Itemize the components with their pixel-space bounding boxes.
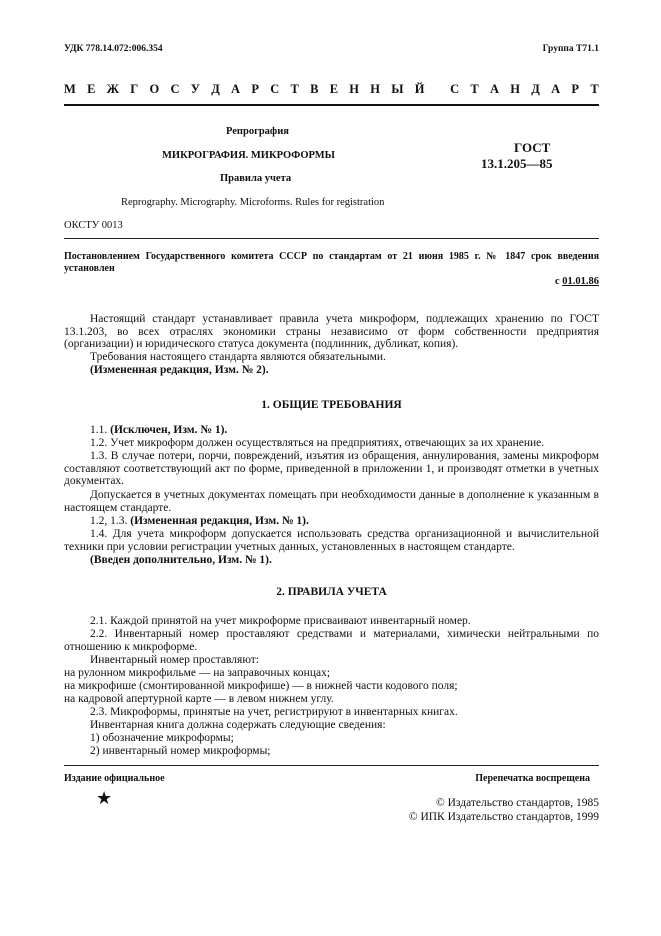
item-1-1 — [90, 424, 227, 437]
inventory-aperture-card: на кадровой апертурной карте — в левом нижнем углу. — [64, 693, 334, 705]
banner-letter: В — [310, 82, 319, 96]
inventory-roll-film: на рулонном микрофильме — на заправочных концах; — [64, 667, 331, 679]
header-rule — [64, 104, 599, 106]
standard-type-banner — [64, 82, 599, 97]
item-1-2: 1.2. Учет микроформ должен осуществляться на предприятиях, отвечающих за их хранение. — [90, 437, 545, 449]
banner-letter: Н — [510, 82, 521, 96]
intro-mandatory: Требования настоящего стандарта являются обязательными. — [90, 351, 386, 363]
banner-letter: Ы — [391, 82, 404, 96]
item-1-1-note: (Исключен, Изм. № 1). — [110, 424, 228, 436]
banner-letter: Д — [531, 82, 540, 96]
banner-letter: Г — [130, 82, 139, 96]
book-field-2: 2) инвентарный номер микроформы; — [90, 745, 271, 757]
item-1-3-note: Допускается в учетных документах помещать при необходимости данные в дополнение к указанным в настоящем стандарте. — [64, 489, 599, 514]
banner-letter: А — [490, 82, 500, 96]
item-1-4: 1.4. Для учета микроформ допускается использовать средства организационной и вычислительной техники при условии регистрации учетных данных, установленных в настоящем стандарте. — [64, 528, 599, 553]
okstu-code: ОКСТУ 0013 — [64, 220, 123, 231]
banner-letter: С — [450, 82, 460, 96]
english-title: Reprography. Micrography. Microforms. Rules for registration — [121, 197, 385, 208]
gost-label: ГОСТ — [514, 140, 551, 155]
decree-text: Постановлением Государственного комитета СССР по стандартам от 21 июня 1985 г. № 1847 срок введения установлен — [64, 251, 599, 274]
banner-letter: С — [170, 82, 180, 96]
effective-date-prefix: с — [554, 276, 560, 287]
banner-letter: Е — [87, 82, 96, 96]
title-rule — [64, 238, 599, 239]
banner-letter: С — [270, 82, 280, 96]
banner-letter: Т — [290, 82, 299, 96]
banner-letter: Е — [329, 82, 339, 96]
intro-amendment: (Измененная редакция, Изм. № 2). — [90, 364, 269, 376]
banner-letter: А — [551, 82, 561, 96]
banner-letter: Р — [571, 82, 580, 96]
star-icon: ★ — [96, 788, 113, 808]
document-subtitle: Правила учета — [220, 173, 292, 184]
banner-letter: Р — [251, 82, 259, 96]
banner-letter: Т — [470, 82, 479, 96]
banner-letter: Н — [349, 82, 360, 96]
banner-letter: Ж — [106, 82, 120, 96]
intro-paragraph: Настоящий стандарт устанавливает правила учета микроформ, подлежащих хранению по ГОСТ 13.1.203, во всех отраслях экономики страны независимо от форм собственности предприятия (организации) и юридического статуса документа (подлинник, дубликат, копия). — [64, 313, 599, 351]
banner-letter: Д — [211, 82, 220, 96]
udk-code: УДК 778.14.072:006.354 — [64, 44, 163, 54]
item-1-4-amend: (Введен дополнительно, Изм. № 1). — [90, 554, 272, 566]
item-2-2: 2.2. Инвентарный номер проставляют средствами и материалами, химически нейтральными по отношению к микроформе. — [64, 628, 599, 653]
section-2-heading: 2. ПРАВИЛА УЧЕТА — [276, 586, 387, 598]
copyright-1999: © ИПК Издательство стандартов, 1999 — [408, 811, 599, 823]
item-1-2-1-3-number: 1.2, 1.3. — [90, 515, 128, 527]
inventory-microfiche: на микрофише (смонтированной микрофише) — в нижней части кодового поля; — [64, 680, 458, 692]
banner-letter: Н — [370, 82, 380, 96]
section-1-heading: 1. ОБЩИЕ ТРЕБОВАНИЯ — [261, 399, 402, 411]
banner-letter — [436, 82, 439, 97]
copyright-1985: © Издательство стандартов, 1985 — [435, 797, 599, 809]
inventory-intro: Инвентарный номер проставляют: — [90, 654, 259, 666]
category-label: Репрография — [226, 126, 289, 137]
item-2-1: 2.1. Каждой принятой на учет микроформе присваивают инвентарный номер. — [90, 615, 471, 627]
book-contents-intro: Инвентарная книга должна содержать следующие сведения: — [90, 719, 386, 731]
item-1-2-1-3-note: (Измененная редакция, Изм. № 1). — [130, 515, 309, 527]
item-2-3: 2.3. Микроформы, принятые на учет, регистрируют в инвентарных книгах. — [90, 706, 458, 718]
banner-letter: А — [231, 82, 241, 96]
item-1-2-1-3-amend — [90, 515, 309, 528]
item-1-1-number: 1.1. — [90, 424, 108, 436]
reprint-prohibited-label: Перепечатка воспрещена — [475, 773, 590, 784]
book-field-1: 1) обозначение микроформы; — [90, 732, 234, 744]
banner-letter: У — [190, 82, 200, 96]
gost-number: 13.1.205—85 — [481, 156, 553, 171]
banner-letter: Й — [414, 82, 425, 96]
group-code: Группа Т71.1 — [542, 44, 599, 54]
effective-date — [555, 276, 599, 287]
official-edition-label: Издание официальное — [64, 773, 165, 784]
document-title: МИКРОГРАФИЯ. МИКРОФОРМЫ — [162, 150, 335, 161]
banner-letter: О — [149, 82, 160, 96]
footer-rule — [64, 765, 599, 766]
banner-letter: М — [64, 82, 76, 96]
item-1-3: 1.3. В случае потери, порчи, повреждений, изъятия из обращения, аннулирования, замены микроформ составляют соответствующий акт по форме, приведенной в приложении 1, и производят отметки в учетных документах. — [64, 450, 599, 488]
banner-letter: Т — [590, 82, 599, 96]
effective-date-value: 01.01.86 — [562, 276, 599, 287]
